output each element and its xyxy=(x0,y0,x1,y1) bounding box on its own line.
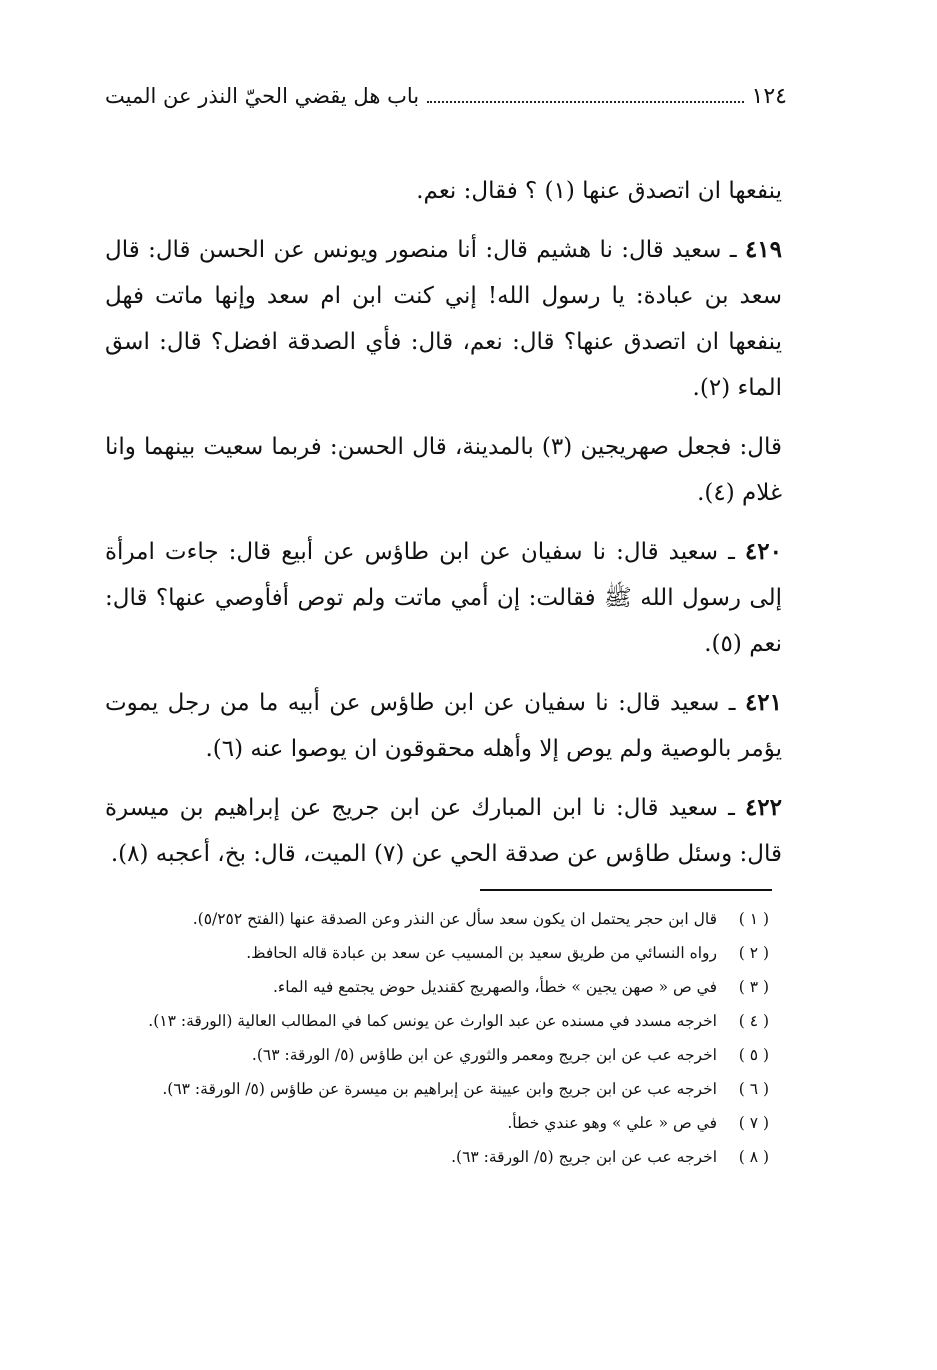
footnote-text: رواه النسائي من طريق سعيد بن المسيب عن سعد بن عبادة قاله الحافظ. xyxy=(246,944,717,962)
paragraph-text: سعيد قال: نا سفيان عن ابن طاؤس عن أبيه ما من رجل يموت يؤمر بالوصية ولم يوص إلا وأهله محقوقون ان يوصوا عنه (٦). xyxy=(105,690,782,762)
footnote-separator xyxy=(480,889,772,891)
footnote-3 xyxy=(105,970,769,1004)
footnote-5 xyxy=(105,1038,769,1072)
footnote-marker: ( ١ ) xyxy=(738,910,769,928)
paragraph-text: سعيد قال: نا هشيم قال: أنا منصور ويونس عن الحسن قال: قال سعد بن عبادة: يا رسول الله! إني كنت ابن ام سعد وإنها ماتت فهل ينفعها ان اتصدق عنها؟ قال: نعم، قال: فأي الصدقة افضل؟ قال: اسق الماء (٢). xyxy=(105,237,782,401)
hadith-number: ٤٢٢ xyxy=(744,794,782,821)
footnote-7 xyxy=(105,1106,769,1140)
page-number: ١٢٤ xyxy=(751,84,787,109)
hadith-419: ٤١٩ ـ سعيد قال: نا هشيم قال: أنا منصور ويونس عن الحسن قال: قال سعد بن عبادة: يا رسول الله! إني كنت ابن ام سعد وإنها ماتت فهل ينفعها ان اتصدق عنها؟ قال: نعم، قال: فأي الصدقة افضل؟ قال: اسق الماء (٢). xyxy=(105,236,782,401)
footnote-text: اخرجه عب عن ابن جريج ومعمر والثوري عن ابن طاؤس (٥/ الورقة: ٦٣). xyxy=(251,1046,717,1064)
hadith-number: ٤٢١ xyxy=(744,689,782,716)
chapter-title: باب هل يقضي الحيّ النذر عن الميت xyxy=(105,84,420,108)
running-header xyxy=(105,84,787,120)
paragraph-text: سعيد قال: نا ابن المبارك عن ابن جريج عن إبراهيم بن ميسرة قال: وسئل طاؤس عن صدقة الحي عن (٧) الميت، قال: بخ، أعجبه (٨). xyxy=(105,795,782,867)
footnote-marker: ( ٢ ) xyxy=(738,944,769,962)
footnote-text: في ص « علي » وهو عندي خطأ. xyxy=(507,1114,717,1132)
hadith-number: ٤٢٠ xyxy=(744,538,782,565)
footnote-text: قال ابن حجر يحتمل ان يكون سعد سأل عن النذر وعن الصدقة عنها (الفتح ٥/٢٥٢). xyxy=(192,910,717,928)
footnote-2 xyxy=(105,936,769,970)
footnote-text: اخرجه مسدد في مسنده عن عبد الوارث عن يونس كما في المطالب العالية (الورقة: ١٣). xyxy=(148,1012,717,1030)
footnote-marker: ( ٦ ) xyxy=(738,1080,769,1098)
footnote-text: في ص « صهن يجين » خطأ، والصهريج كقنديل حوض يجتمع فيه الماء. xyxy=(273,978,717,996)
hadith-422: ٤٢٢ ـ سعيد قال: نا ابن المبارك عن ابن جريج عن إبراهيم بن ميسرة قال: وسئل طاؤس عن صدقة الحي عن (٧) الميت، قال: بخ، أعجبه (٨). xyxy=(105,794,782,867)
paragraph-continuation xyxy=(105,168,782,214)
paragraph-continuation xyxy=(105,424,782,516)
footnote-6 xyxy=(105,1072,769,1106)
leader-dots xyxy=(427,85,743,103)
footnote-8 xyxy=(105,1140,769,1174)
paragraph-text: سعيد قال: نا سفيان عن ابن طاؤس عن أبيع قال: جاءت امرأة إلى رسول الله ﷺ فقالت: إن أمي ماتت ولم توص أفأوصي عنها؟ قال: نعم (٥). xyxy=(105,539,782,657)
footnote-4 xyxy=(105,1004,769,1038)
footnote-marker: ( ٨ ) xyxy=(738,1148,769,1166)
hadith-420: ٤٢٠ ـ سعيد قال: نا سفيان عن ابن طاؤس عن أبيع قال: جاءت امرأة إلى رسول الله ﷺ فقالت: إن أمي ماتت ولم توص أفأوصي عنها؟ قال: نعم (٥). xyxy=(105,538,782,657)
footnote-text: اخرجه عب عن ابن جريج (٥/ الورقة: ٦٣). xyxy=(451,1148,717,1166)
paragraph-text: ينفعها ان اتصدق عنها (١) ؟ فقال: نعم. xyxy=(416,178,782,204)
paragraph-text: قال: فجعل صهريجين (٣) بالمدينة، قال الحسن: فربما سعيت بينهما وانا غلام (٤). xyxy=(105,434,782,506)
footnotes-list xyxy=(105,902,769,1174)
footnote-marker: ( ٧ ) xyxy=(738,1114,769,1132)
footnote-marker: ( ٣ ) xyxy=(738,978,769,996)
hadith-421: ٤٢١ ـ سعيد قال: نا سفيان عن ابن طاؤس عن أبيه ما من رجل يموت يؤمر بالوصية ولم يوص إلا وأهله محقوقون ان يوصوا عنه (٦). xyxy=(105,689,782,762)
main-text xyxy=(105,168,782,890)
hadith-number: ٤١٩ xyxy=(744,236,782,263)
footnote-text: اخرجه عب عن ابن جريج وابن عيينة عن إبراهيم بن ميسرة عن طاؤس (٥/ الورقة: ٦٣). xyxy=(162,1080,717,1098)
footnote-marker: ( ٤ ) xyxy=(738,1012,769,1030)
footnote-marker: ( ٥ ) xyxy=(738,1046,769,1064)
footnote-1 xyxy=(105,902,769,936)
